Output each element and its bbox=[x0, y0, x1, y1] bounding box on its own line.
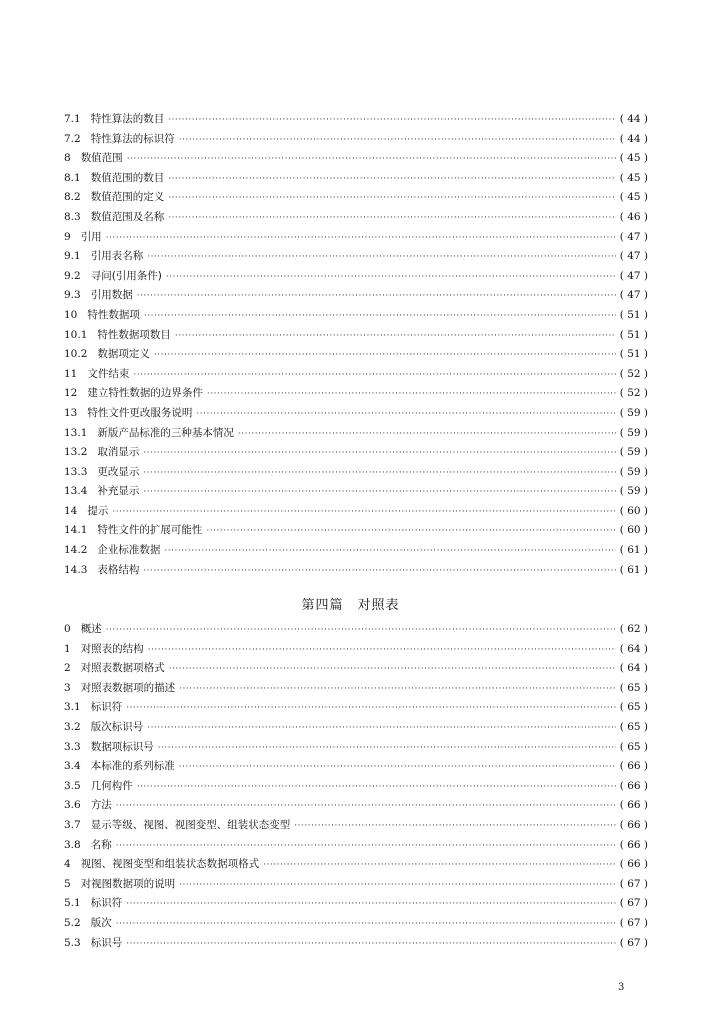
toc-entry-title: 引用数据 bbox=[90, 289, 133, 302]
dot-leader bbox=[126, 935, 616, 955]
dot-leader bbox=[106, 229, 616, 249]
toc-entry-title: 特性文件的扩展可能性 bbox=[97, 524, 203, 537]
toc-entry bbox=[64, 816, 648, 836]
toc-entry-page: ( 51 ) bbox=[619, 348, 648, 361]
toc-entry bbox=[64, 757, 648, 777]
toc-entry-number: 9.3 bbox=[64, 289, 81, 302]
toc-entry-page: ( 60 ) bbox=[619, 504, 648, 517]
toc-entry bbox=[64, 345, 648, 365]
toc-entry-title: 更改显示 bbox=[97, 465, 140, 478]
dot-leader bbox=[144, 307, 616, 327]
toc-entry bbox=[64, 855, 648, 875]
toc-entry bbox=[64, 149, 648, 169]
toc-entry-page: ( 65 ) bbox=[619, 720, 648, 733]
toc-entry-page: ( 47 ) bbox=[619, 289, 648, 302]
toc-entry-title: 显示等级、视图、视图变型、组装状态变型 bbox=[90, 818, 291, 831]
dot-leader bbox=[143, 444, 615, 464]
dot-leader bbox=[106, 621, 616, 641]
toc-list-part2 bbox=[64, 620, 648, 953]
toc-entry bbox=[64, 698, 648, 718]
toc-entry bbox=[64, 561, 648, 581]
toc-entry-title: 数值范围 bbox=[80, 152, 123, 165]
toc-entry-number: 9.2 bbox=[64, 269, 81, 282]
toc-entry-page: ( 44 ) bbox=[619, 132, 648, 145]
toc-entry-number: 13.4 bbox=[64, 485, 88, 498]
toc-entry-page: ( 47 ) bbox=[619, 250, 648, 263]
toc-entry-number: 8 bbox=[64, 152, 71, 165]
section-heading: 第四篇 对照表 bbox=[301, 598, 400, 613]
toc-entry-page: ( 66 ) bbox=[619, 799, 648, 812]
toc-entry-page: ( 67 ) bbox=[619, 916, 648, 929]
toc-entry bbox=[64, 502, 648, 522]
toc-entry-title: 数据项标识号 bbox=[90, 740, 154, 753]
toc-entry-page: ( 66 ) bbox=[619, 818, 648, 831]
toc-entry-page: ( 47 ) bbox=[619, 230, 648, 243]
toc-entry-page: ( 59 ) bbox=[619, 406, 648, 419]
toc-entry-number: 3.5 bbox=[64, 779, 81, 792]
toc-entry-title: 特性数据项数目 bbox=[97, 328, 171, 341]
toc-entry bbox=[64, 640, 648, 660]
toc-entry-number: 8.2 bbox=[64, 191, 81, 204]
toc-entry-title: 几何构件 bbox=[90, 779, 133, 792]
dot-leader bbox=[166, 268, 616, 288]
dot-leader bbox=[179, 131, 616, 151]
toc-entry-page: ( 52 ) bbox=[619, 387, 648, 400]
dot-leader bbox=[126, 699, 616, 719]
toc-entry-title: 取消显示 bbox=[97, 446, 140, 459]
dot-leader bbox=[179, 876, 616, 896]
page-number: 3 bbox=[618, 982, 625, 993]
dot-leader bbox=[179, 680, 616, 700]
toc-entry bbox=[64, 679, 648, 699]
toc-entry-number: 9 bbox=[64, 230, 71, 243]
toc-entry-page: ( 45 ) bbox=[619, 152, 648, 165]
toc-entry-number: 13.3 bbox=[64, 465, 88, 478]
toc-entry bbox=[64, 796, 648, 816]
dot-leader bbox=[143, 464, 615, 484]
toc-entry-title: 版次标识号 bbox=[90, 720, 144, 733]
toc-entry bbox=[64, 247, 648, 267]
toc-entry-number: 13.1 bbox=[64, 426, 88, 439]
toc-entry-title: 对照表数据项格式 bbox=[80, 662, 165, 675]
toc-entry-page: ( 60 ) bbox=[619, 524, 648, 537]
toc-entry-title: 对照表的结构 bbox=[80, 642, 144, 655]
toc-entry-title: 特性算法的数目 bbox=[90, 113, 165, 125]
dot-leader bbox=[168, 111, 616, 131]
dot-leader bbox=[112, 503, 615, 523]
toc-entry-number: 0 bbox=[64, 623, 71, 635]
toc-entry-page: ( 66 ) bbox=[619, 838, 648, 851]
toc-entry-number: 5 bbox=[64, 877, 71, 890]
dot-leader bbox=[169, 660, 616, 680]
toc-entry-title: 文件结束 bbox=[87, 367, 130, 380]
toc-entry-page: ( 51 ) bbox=[619, 328, 648, 341]
toc-entry-title: 特性数据项 bbox=[87, 308, 140, 321]
toc-entry-number: 13.2 bbox=[64, 446, 88, 459]
toc-entry-title: 引用 bbox=[80, 230, 102, 243]
dot-leader bbox=[116, 837, 616, 857]
toc-entry bbox=[64, 894, 648, 914]
toc-entry bbox=[64, 208, 648, 228]
toc-entry bbox=[64, 836, 648, 856]
toc-entry-title: 数值范围及名称 bbox=[90, 210, 165, 223]
dot-leader bbox=[133, 366, 615, 386]
toc-entry bbox=[64, 914, 648, 934]
toc-entry-title: 特性算法的标识符 bbox=[90, 132, 175, 145]
toc-entry-title: 引用表名称 bbox=[90, 250, 144, 263]
toc-entry bbox=[64, 463, 648, 483]
dot-leader bbox=[158, 739, 616, 759]
dot-leader bbox=[168, 170, 616, 190]
toc-entry-title: 概述 bbox=[80, 623, 102, 635]
dot-leader bbox=[154, 346, 616, 366]
toc-entry-title: 数值范围的定义 bbox=[90, 191, 165, 204]
toc-entry-title: 提示 bbox=[87, 504, 109, 517]
toc-entry-title: 视图、视图变型和组装状态数据项格式 bbox=[80, 858, 260, 871]
dot-leader bbox=[137, 778, 616, 798]
toc-entry-page: ( 67 ) bbox=[619, 897, 648, 910]
toc-entry-page: ( 51 ) bbox=[619, 308, 648, 321]
toc-entry bbox=[64, 443, 648, 463]
toc-entry-page: ( 59 ) bbox=[619, 446, 648, 459]
toc-entry-number: 13 bbox=[64, 406, 78, 419]
toc-entry-number: 5.2 bbox=[64, 916, 81, 929]
dot-leader bbox=[127, 150, 616, 170]
toc-entry-title: 补充显示 bbox=[97, 485, 140, 498]
toc-entry-number: 8.1 bbox=[64, 171, 81, 184]
dot-leader bbox=[168, 209, 616, 229]
dot-leader bbox=[175, 327, 616, 347]
toc-list-part1 bbox=[64, 110, 648, 580]
toc-entry-page: ( 61 ) bbox=[619, 563, 648, 576]
dot-leader bbox=[116, 915, 616, 935]
toc-entry bbox=[64, 267, 648, 287]
toc-entry-title: 新版产品标准的三种基本情况 bbox=[97, 426, 234, 439]
toc-entry-number: 3.8 bbox=[64, 838, 81, 851]
toc-entry bbox=[64, 130, 648, 150]
toc-entry bbox=[64, 777, 648, 797]
dot-leader bbox=[238, 425, 616, 445]
toc-entry-number: 11 bbox=[64, 367, 78, 380]
toc-entry-title: 企业标准数据 bbox=[97, 544, 161, 557]
toc-entry-number: 7.2 bbox=[64, 132, 81, 145]
dot-leader bbox=[147, 248, 616, 268]
toc-entry bbox=[64, 286, 648, 306]
toc-entry-number: 10.2 bbox=[64, 348, 88, 361]
toc-entry-title: 标识号 bbox=[90, 936, 123, 949]
toc-entry-title: 数据项定义 bbox=[97, 348, 150, 361]
toc-entry-page: ( 45 ) bbox=[619, 171, 648, 184]
toc-entry bbox=[64, 424, 648, 444]
toc-entry-number: 10.1 bbox=[64, 328, 88, 341]
dot-leader bbox=[147, 719, 616, 739]
toc-entry-number: 8.3 bbox=[64, 210, 81, 223]
toc-entry bbox=[64, 482, 648, 502]
toc-entry-number: 14.1 bbox=[64, 524, 88, 537]
dot-leader bbox=[143, 562, 615, 582]
dot-leader bbox=[168, 189, 616, 209]
toc-entry-number: 3.7 bbox=[64, 818, 81, 831]
toc-entry-page: ( 59 ) bbox=[619, 465, 648, 478]
toc-entry-number: 4 bbox=[64, 858, 71, 871]
dot-leader bbox=[126, 895, 616, 915]
toc-entry-title: 寻问(引用条件) bbox=[90, 269, 162, 282]
toc-entry-number: 3.4 bbox=[64, 760, 81, 773]
toc-entry-number: 12 bbox=[64, 387, 78, 400]
toc-entry-number: 7.1 bbox=[64, 113, 81, 125]
toc-entry-page: ( 67 ) bbox=[619, 877, 648, 890]
toc-entry-title: 表格结构 bbox=[97, 563, 140, 576]
toc-entry-number: 14 bbox=[64, 504, 78, 517]
dot-leader bbox=[207, 385, 616, 405]
toc-entry-page: ( 66 ) bbox=[619, 779, 648, 792]
dot-leader bbox=[294, 817, 616, 837]
toc-entry bbox=[64, 875, 648, 895]
toc-entry-page: ( 46 ) bbox=[619, 210, 648, 223]
toc-entry-number: 9.1 bbox=[64, 250, 81, 263]
toc-entry-title: 特性文件更改服务说明 bbox=[87, 406, 193, 419]
toc-entry bbox=[64, 541, 648, 561]
dot-leader bbox=[206, 522, 615, 542]
toc-entry-title: 建立特性数据的边界条件 bbox=[87, 387, 203, 400]
toc-entry-number: 5.1 bbox=[64, 897, 81, 910]
toc-entry-page: ( 67 ) bbox=[619, 936, 648, 949]
toc-entry bbox=[64, 521, 648, 541]
toc-entry bbox=[64, 384, 648, 404]
toc-entry bbox=[64, 110, 648, 130]
toc-entry bbox=[64, 326, 648, 346]
toc-entry-number: 3.2 bbox=[64, 720, 81, 733]
dot-leader bbox=[179, 758, 616, 778]
toc-entry-page: ( 65 ) bbox=[619, 701, 648, 714]
toc-entry bbox=[64, 188, 648, 208]
toc-entry-title: 版次 bbox=[90, 916, 112, 929]
dot-leader bbox=[148, 641, 616, 661]
toc-entry bbox=[64, 228, 648, 248]
toc-entry-number: 14.3 bbox=[64, 563, 88, 576]
toc-entry bbox=[64, 169, 648, 189]
toc-entry bbox=[64, 365, 648, 385]
dot-leader bbox=[196, 405, 615, 425]
toc-entry bbox=[64, 934, 648, 954]
toc-entry-number: 2 bbox=[64, 662, 71, 675]
dot-leader bbox=[263, 856, 616, 876]
toc-entry-title: 对照表数据项的描述 bbox=[80, 681, 176, 694]
toc-entry-number: 3.3 bbox=[64, 740, 81, 753]
toc-entry-page: ( 44 ) bbox=[619, 113, 648, 125]
toc-entry-page: ( 64 ) bbox=[619, 662, 648, 675]
toc-entry-page: ( 66 ) bbox=[619, 858, 648, 871]
toc-entry-number: 3 bbox=[64, 681, 71, 694]
toc-entry bbox=[64, 659, 648, 679]
toc-entry-number: 5.3 bbox=[64, 936, 81, 949]
toc-entry-page: ( 62 ) bbox=[619, 623, 648, 635]
toc-entry-page: ( 52 ) bbox=[619, 367, 648, 380]
toc-entry-page: ( 66 ) bbox=[619, 760, 648, 773]
toc-entry-page: ( 45 ) bbox=[619, 191, 648, 204]
toc-entry-title: 方法 bbox=[90, 799, 112, 812]
toc-entry bbox=[64, 620, 648, 640]
toc-entry bbox=[64, 404, 648, 424]
toc-entry-number: 14.2 bbox=[64, 544, 88, 557]
toc-entry-title: 本标准的系列标准 bbox=[90, 760, 175, 773]
toc-entry bbox=[64, 306, 648, 326]
toc-entry-page: ( 65 ) bbox=[619, 681, 648, 694]
dot-leader bbox=[137, 287, 616, 307]
toc-entry-page: ( 47 ) bbox=[619, 269, 648, 282]
toc-entry-number: 1 bbox=[64, 642, 71, 655]
toc-entry-number: 10 bbox=[64, 308, 78, 321]
toc-entry-title: 标识符 bbox=[90, 897, 123, 910]
toc-entry-page: ( 59 ) bbox=[619, 485, 648, 498]
dot-leader bbox=[143, 483, 615, 503]
dot-leader bbox=[164, 542, 615, 562]
toc-entry-page: ( 61 ) bbox=[619, 544, 648, 557]
toc-entry-number: 3.6 bbox=[64, 799, 81, 812]
dot-leader bbox=[116, 797, 616, 817]
toc-entry-page: ( 59 ) bbox=[619, 426, 648, 439]
toc-entry-page: ( 65 ) bbox=[619, 740, 648, 753]
toc-entry-title: 对视图数据项的说明 bbox=[80, 877, 176, 890]
toc-entry-title: 名称 bbox=[90, 838, 112, 851]
toc-entry-number: 3.1 bbox=[64, 701, 81, 714]
toc-entry-title: 数值范围的数目 bbox=[90, 171, 165, 184]
toc-entry-title: 标识符 bbox=[90, 701, 123, 714]
toc-entry-page: ( 64 ) bbox=[619, 642, 648, 655]
toc-entry bbox=[64, 718, 648, 738]
toc-entry bbox=[64, 738, 648, 758]
